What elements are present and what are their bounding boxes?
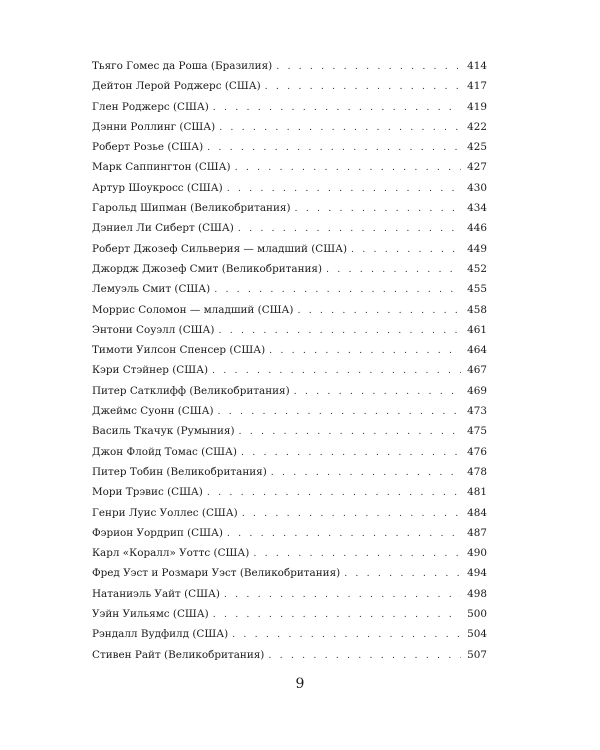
toc-entry-page: 422 [467, 120, 487, 133]
toc-dot-leader [207, 138, 461, 158]
toc-entry-page: 419 [467, 100, 487, 113]
toc-entry-page: 481 [467, 486, 487, 499]
toc-entry [92, 645, 487, 665]
toc-entry [92, 279, 487, 299]
toc-entry [92, 543, 487, 563]
toc-entry [92, 401, 487, 421]
toc-entry-title: Дейтон Лерой Роджерс (США) [92, 80, 261, 93]
toc-entry-title: Тьяго Гомес да Роша (Бразилия) [92, 60, 273, 72]
toc-entry-page: 414 [467, 60, 487, 72]
toc-entry [92, 259, 487, 279]
toc-entry-page: 484 [467, 506, 487, 519]
toc-entry [92, 76, 487, 96]
toc-entry-page: 469 [467, 384, 487, 397]
toc-entry [92, 360, 487, 380]
toc-dot-leader [219, 118, 461, 138]
toc-entry-title: Гарольд Шипман (Великобритания) [92, 202, 291, 215]
toc-entry-title: Стивен Райт (Великобритания) [92, 648, 265, 661]
toc-dot-leader [276, 57, 461, 77]
toc-entry-page: 507 [467, 648, 487, 661]
toc-dot-leader [239, 422, 461, 442]
toc-entry-page: 504 [467, 628, 487, 641]
page-number: 9 [295, 676, 305, 692]
toc-entry-page: 498 [467, 587, 487, 600]
toc-entry-page: 449 [467, 242, 487, 255]
toc-entry-page: 430 [467, 181, 487, 194]
toc-entry-page: 425 [467, 141, 487, 154]
toc-entry-page: 494 [467, 567, 487, 580]
toc-dot-leader [227, 524, 461, 544]
toc-dot-leader [269, 341, 461, 361]
toc-entry-page: 487 [467, 526, 487, 539]
toc-entry-title: Натаниэль Уайт (США) [92, 587, 220, 600]
toc-dot-leader [214, 280, 461, 300]
toc-entry-title: Роберт Розье (США) [92, 141, 204, 154]
toc-dot-leader [295, 199, 461, 219]
toc-entry-title: Питер Сатклифф (Великобритания) [92, 384, 290, 397]
toc-entry [92, 381, 487, 401]
toc-entry-page: 427 [467, 161, 487, 174]
toc-entry [92, 320, 487, 340]
toc-entry-title: Карл «Коралл» Уоттс (США) [92, 547, 250, 560]
toc-entry [92, 503, 487, 523]
toc-entry-title: Уэйн Уильямс (США) [92, 608, 209, 621]
toc-dot-leader [297, 301, 461, 321]
toc-entry-title: Джеймс Суонн (США) [92, 405, 214, 418]
toc-entry-title: Василь Ткачук (Румыния) [92, 425, 235, 438]
toc-entry [92, 523, 487, 543]
toc-dot-leader [213, 98, 461, 118]
toc-entry-title: Марк Саппингтон (США) [92, 161, 231, 174]
toc-entry [92, 300, 487, 320]
toc-dot-leader [326, 260, 461, 280]
toc-entry-title: Джон Флойд Томас (США) [92, 445, 237, 458]
toc-dot-leader [227, 179, 461, 199]
toc-dot-leader [235, 158, 461, 178]
toc-entry [92, 157, 487, 177]
toc-dot-leader [218, 402, 461, 422]
toc-entry-page: 475 [467, 425, 487, 438]
toc-entry-page: 467 [467, 364, 487, 377]
toc-entry [92, 56, 487, 76]
toc-entry-title: Артур Шоукросс (США) [92, 181, 223, 194]
toc-entry-page: 434 [467, 202, 487, 215]
toc-dot-leader [213, 605, 461, 625]
toc-dot-leader [218, 321, 461, 341]
toc-entry [92, 97, 487, 117]
toc-entry-page: 476 [467, 445, 487, 458]
toc-entry-title: Питер Тобин (Великобритания) [92, 465, 267, 478]
toc-entry-title: Тимоти Уилсон Спенсер (США) [92, 344, 266, 357]
toc-entry-title: Фред Уэст и Розмари Уэст (Великобритания) [92, 567, 341, 580]
toc-entry-title: Энтони Соуэлл (США) [92, 323, 215, 336]
toc-entry [92, 604, 487, 624]
toc-entry-title: Дэниел Ли Сиберт (США) [92, 222, 234, 235]
toc-dot-leader [271, 463, 461, 483]
toc-entry-title: Глен Роджерс (США) [92, 100, 209, 113]
toc-entry-page: 455 [467, 283, 487, 296]
toc-entry [92, 624, 487, 644]
toc-entry-page: 452 [467, 262, 487, 275]
toc-dot-leader [238, 219, 461, 239]
toc-entry-title: Фэрион Уордрип (США) [92, 526, 223, 539]
toc-dot-leader [241, 443, 461, 463]
toc-dot-leader [268, 646, 461, 666]
toc-dot-leader [212, 361, 461, 381]
toc-dot-leader [253, 544, 461, 564]
toc-entry-page: 473 [467, 405, 487, 418]
toc-entry [92, 462, 487, 482]
toc-entry [92, 340, 487, 360]
toc-entry-page: 461 [467, 323, 487, 336]
toc-dot-leader [242, 504, 461, 524]
toc-entry [92, 198, 487, 218]
toc-entry [92, 563, 487, 583]
toc-dot-leader [232, 625, 461, 645]
toc-entry-title: Мори Трэвис (США) [92, 486, 203, 499]
toc-entry [92, 584, 487, 604]
toc-entry-title: Роберт Джозеф Сильверия — младший (США) [92, 242, 348, 255]
toc-dot-leader [344, 564, 461, 584]
toc-entry-page: 478 [467, 465, 487, 478]
table-of-contents [92, 56, 487, 665]
toc-entry [92, 117, 487, 137]
toc-entry-title: Кэри Стэйнер (США) [92, 364, 208, 377]
toc-entry-title: Дэнни Роллинг (США) [92, 120, 216, 133]
toc-entry [92, 482, 487, 502]
toc-dot-leader [294, 382, 461, 402]
toc-dot-leader [265, 77, 461, 97]
toc-entry-title: Генри Луис Уоллес (США) [92, 506, 238, 519]
toc-entry [92, 239, 487, 259]
toc-entry-page: 417 [467, 80, 487, 93]
toc-entry [92, 137, 487, 157]
toc-entry-page: 500 [467, 608, 487, 621]
toc-entry-title: Лемуэль Смит (США) [92, 283, 211, 296]
toc-entry [92, 218, 487, 238]
toc-entry-page: 458 [467, 303, 487, 316]
toc-entry [92, 442, 487, 462]
toc-entry-page: 490 [467, 547, 487, 560]
toc-entry [92, 421, 487, 441]
toc-entry-title: Джордж Джозеф Смит (Великобритания) [92, 262, 323, 275]
toc-dot-leader [207, 483, 461, 503]
toc-entry-title: Рэндалл Вудфилд (США) [92, 628, 229, 641]
toc-entry [92, 178, 487, 198]
toc-entry-title: Моррис Соломон — младший (США) [92, 303, 294, 316]
toc-dot-leader [351, 240, 461, 260]
toc-entry-page: 446 [467, 222, 487, 235]
toc-entry-page: 464 [467, 344, 487, 357]
toc-dot-leader [224, 585, 461, 605]
